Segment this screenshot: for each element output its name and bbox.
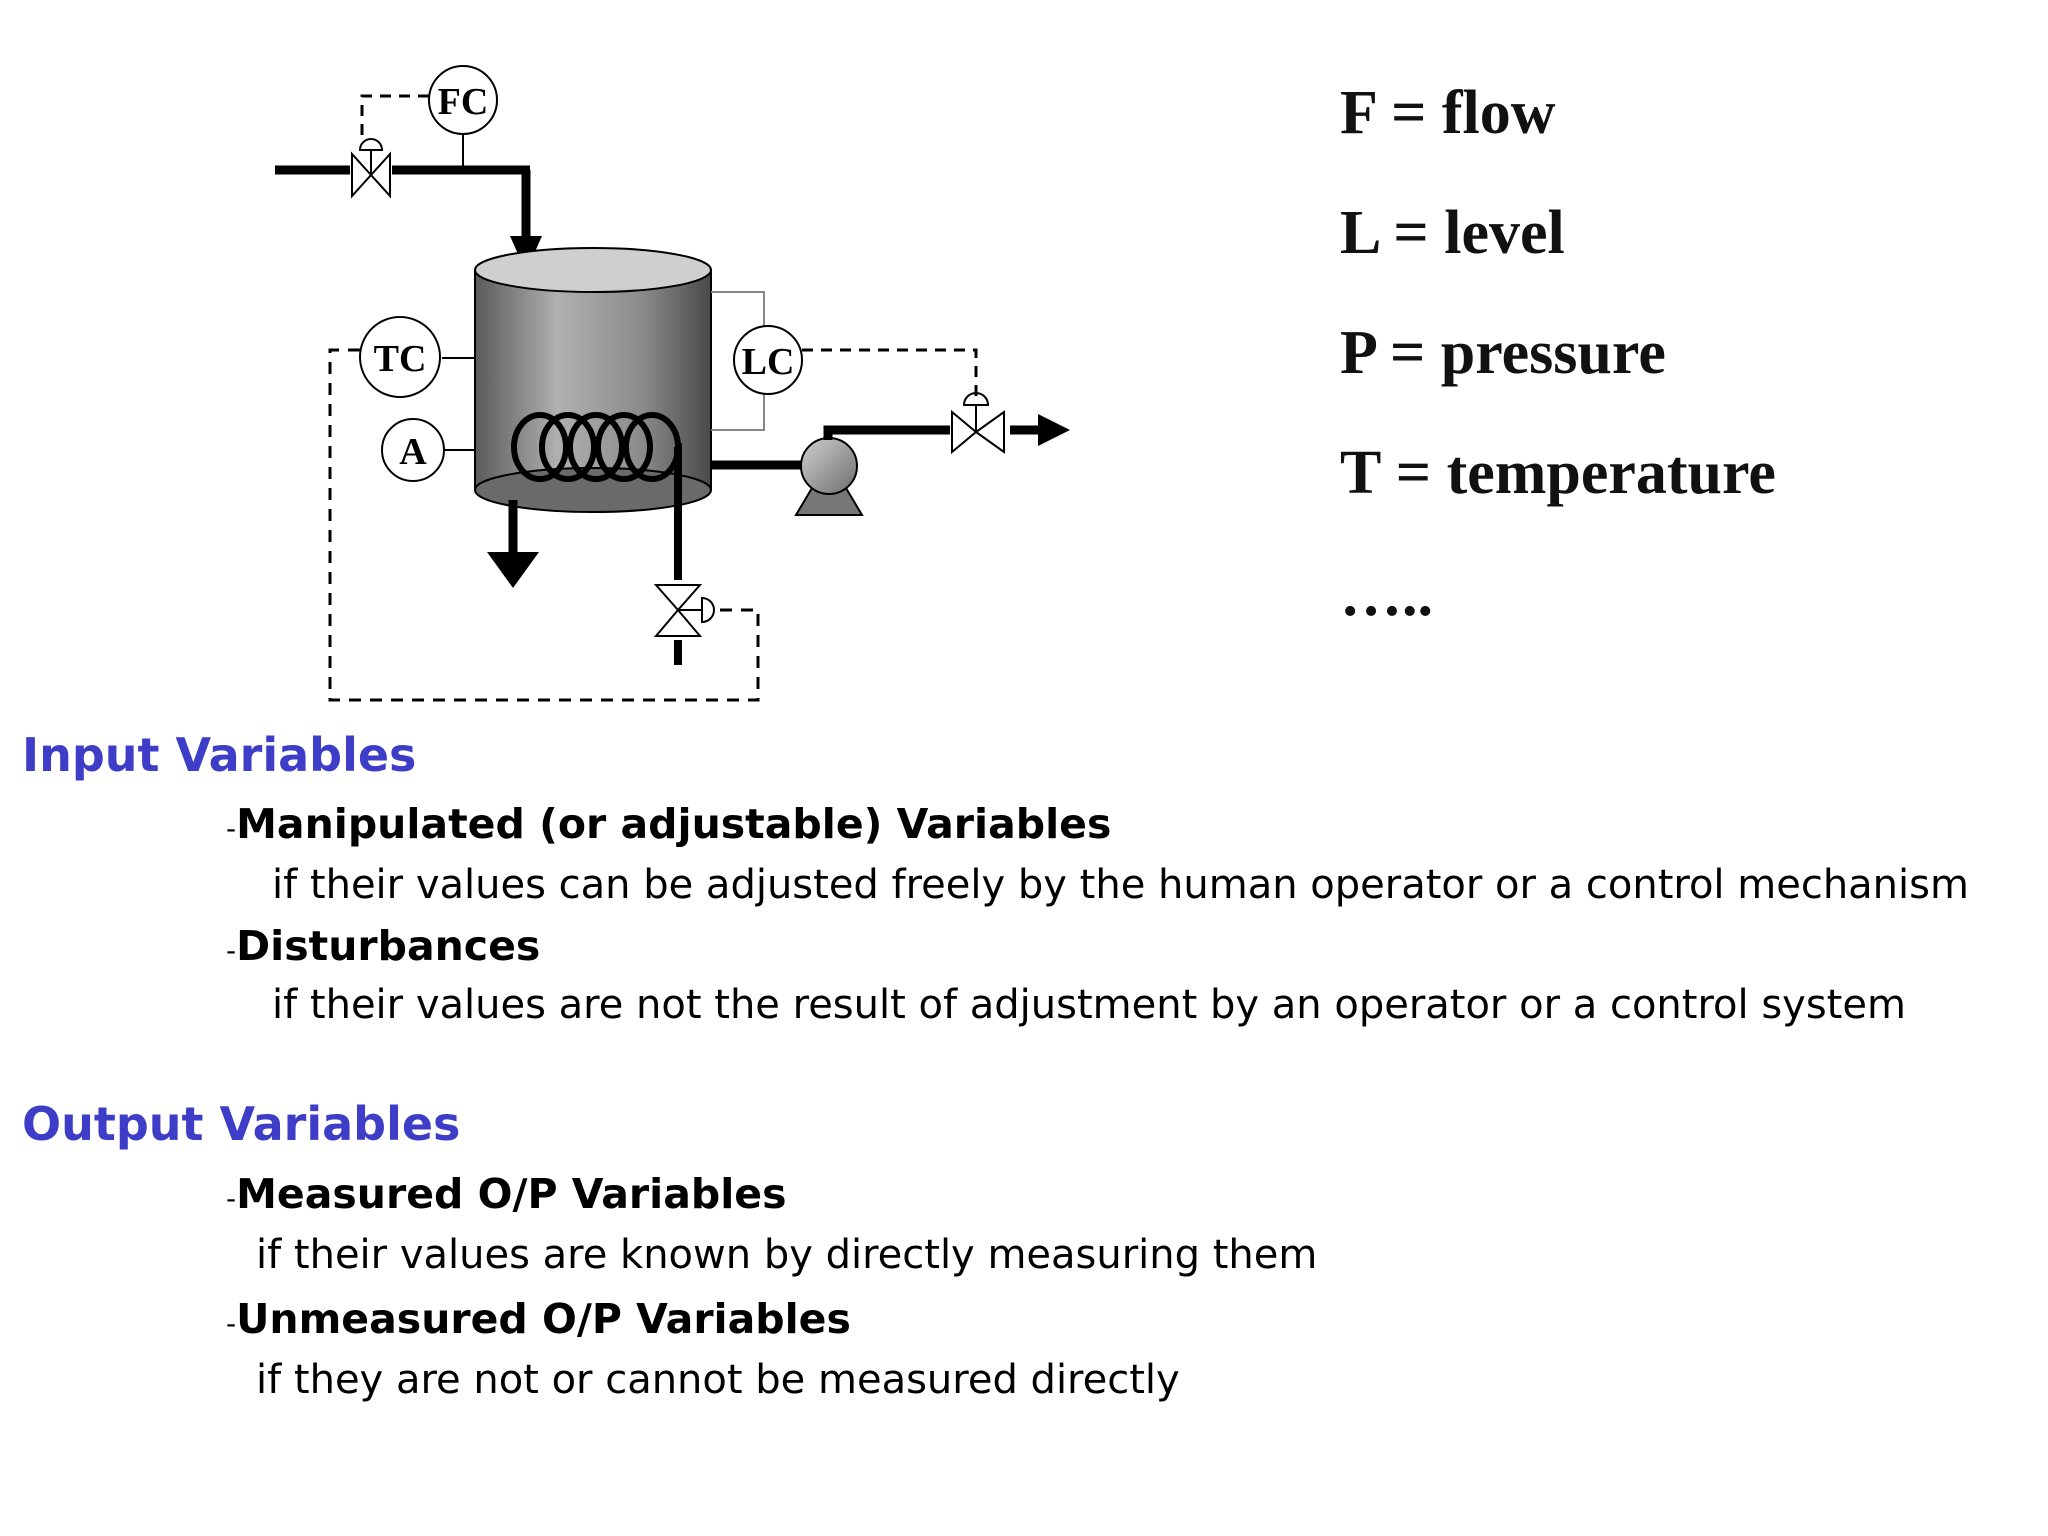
lc-signal-line <box>802 350 976 398</box>
disturbances-label: Disturbances <box>236 922 541 970</box>
pump[interactable] <box>796 438 862 515</box>
level-controller[interactable] <box>734 326 802 394</box>
bullet-dash: - <box>226 1307 237 1340</box>
process-flow-diagram <box>0 0 1100 720</box>
disturbances-heading <box>226 922 540 970</box>
lc-label: LC <box>741 341 795 383</box>
flow-controller[interactable] <box>429 66 497 170</box>
legend-pressure: P = pressure <box>1340 319 1666 387</box>
manipulated-variables-label: Manipulated (or adjustable) Variables <box>236 800 1112 848</box>
manipulated-variables-description: if their values can be adjusted freely by the human operator or a control mechanism <box>272 862 1969 908</box>
discharge-arrow <box>1038 414 1070 446</box>
measured-op-variables-heading <box>226 1170 787 1218</box>
measured-op-variables-description: if their values are known by directly measuring them <box>256 1232 1318 1278</box>
analyzer[interactable] <box>382 419 444 481</box>
a-label: A <box>399 431 427 473</box>
temperature-controller[interactable] <box>360 317 440 397</box>
inlet-control-valve[interactable] <box>352 139 390 196</box>
input-variables-title: Input Variables <box>22 728 417 782</box>
fc-label: FC <box>437 81 489 123</box>
outlet-control-valve[interactable] <box>952 393 1004 452</box>
output-variables-title: Output Variables <box>22 1097 461 1151</box>
legend-flow: F = flow <box>1340 79 1556 147</box>
fc-signal-line <box>362 96 429 140</box>
bullet-dash: - <box>226 934 237 967</box>
measured-op-variables-label: Measured O/P Variables <box>236 1170 787 1218</box>
legend-ellipsis: ….. <box>1340 561 1433 629</box>
unmeasured-op-variables-label: Unmeasured O/P Variables <box>236 1295 851 1343</box>
unmeasured-op-variables-description: if they are not or cannot be measured directly <box>256 1357 1180 1403</box>
disturbances-description: if their values are not the result of adjustment by an operator or a control system <box>272 982 1906 1028</box>
bullet-dash: - <box>226 1182 237 1215</box>
coil-outlet-pipe <box>676 447 678 580</box>
tc-label: TC <box>373 338 427 380</box>
pump-discharge-pipe <box>828 430 950 440</box>
legend-temperature: T = temperature <box>1340 439 1776 507</box>
bullet-dash: - <box>226 812 237 845</box>
legend-level: L = level <box>1340 199 1565 267</box>
drain-arrow <box>487 552 539 588</box>
manipulated-variables-heading <box>226 800 1111 848</box>
unmeasured-op-variables-heading <box>226 1295 851 1343</box>
coil-control-valve[interactable] <box>656 585 714 636</box>
